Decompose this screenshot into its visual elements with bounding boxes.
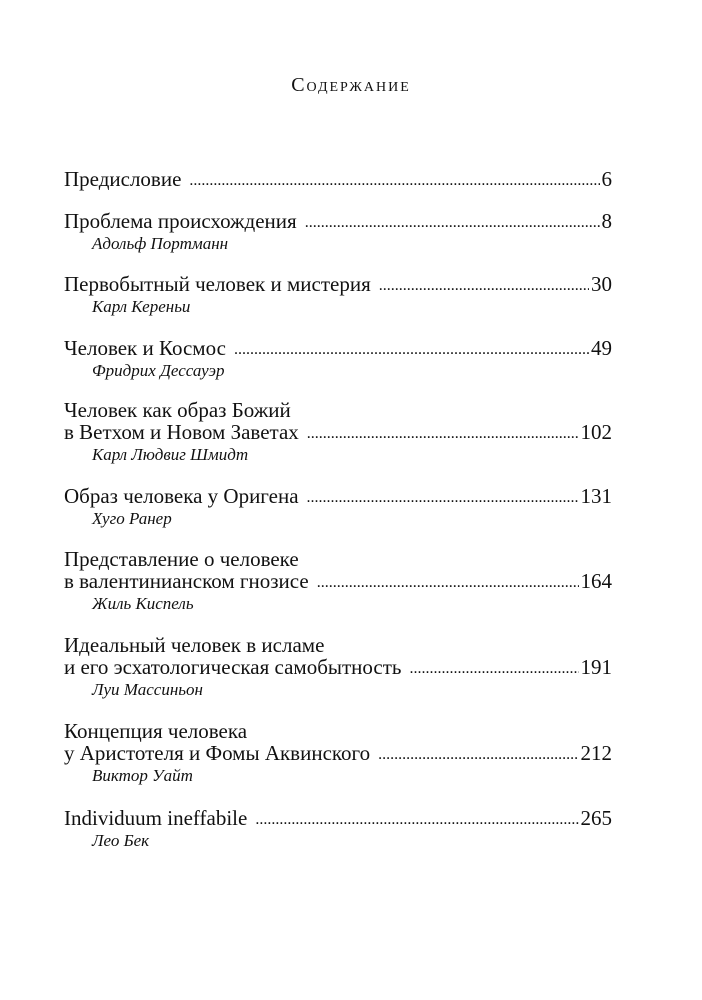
toc-entry (64, 210, 612, 254)
toc-entry-author: Карл Кереньи (92, 297, 191, 316)
toc-entry-title: Проблема происхождения (64, 209, 297, 233)
toc-entry (64, 807, 612, 851)
toc-entry-title: Человек и Космос (64, 336, 226, 360)
dot-leader (255, 809, 578, 831)
dot-leader (378, 744, 578, 766)
toc-page-number: 102 (580, 420, 612, 444)
dot-leader (379, 275, 589, 297)
toc-entry-line (64, 634, 612, 656)
toc-entry-line (64, 273, 612, 295)
toc-entry-title: Individuum ineffabile (64, 806, 248, 830)
toc-entry (64, 337, 612, 381)
page-title: Содержание (291, 74, 411, 96)
toc-entry-title: Представление о человеке (64, 547, 299, 571)
toc-entry-author: Виктор Уайт (92, 766, 193, 785)
toc-entry-author: Карл Людвиг Шмидт (92, 445, 249, 464)
toc-page-number: 8 (601, 209, 612, 233)
toc-page-number: 6 (601, 167, 612, 191)
toc-entry-title: в валентинианском гнозисе (64, 569, 309, 593)
toc-page-number: 265 (580, 806, 612, 830)
dot-leader (307, 423, 579, 445)
toc-entry-line (64, 742, 612, 764)
toc-entry-author: Жиль Киспель (92, 594, 194, 613)
toc-entry (64, 634, 612, 700)
dot-leader (305, 212, 600, 234)
toc-entry-title: в Ветхом и Новом Заветах (64, 420, 299, 444)
toc-entry-title: Первобытный человек и мистерия (64, 272, 371, 296)
toc-entry-author: Луи Массиньон (92, 680, 203, 699)
toc-entry (64, 399, 612, 465)
toc-entry-line (64, 210, 612, 232)
toc-page-number: 131 (580, 484, 612, 508)
toc-entry-line (64, 337, 612, 359)
toc-entry (64, 168, 612, 190)
toc-entry-author: Хуго Ранер (92, 509, 172, 528)
toc-entry-title: Идеальный человек в исламе (64, 633, 325, 657)
toc-entry-author: Адольф Портманн (92, 234, 229, 253)
toc-entry-line (64, 656, 612, 678)
toc-entry-line (64, 807, 612, 829)
toc-entry-line (64, 485, 612, 507)
toc-entry (64, 548, 612, 614)
toc-entry (64, 273, 612, 317)
toc-entry-title: Предисловие (64, 167, 182, 191)
dot-leader (317, 572, 579, 594)
toc-page-number: 49 (591, 336, 612, 360)
toc-entry-title: Концепция человека (64, 719, 248, 743)
toc-entry-line (64, 720, 612, 742)
toc-page-number: 191 (580, 655, 612, 679)
toc-page-number: 212 (580, 741, 612, 765)
toc-entry-line (64, 548, 612, 570)
toc-entry-line (64, 168, 612, 190)
toc-page-number: 164 (580, 569, 612, 593)
dot-leader (307, 487, 579, 509)
dot-leader (189, 170, 599, 192)
toc-entry-line (64, 570, 612, 592)
toc-entry-line (64, 421, 612, 443)
toc-entry (64, 720, 612, 786)
toc-entry-title: и его эсхатологическая самобытность (64, 655, 402, 679)
toc-entry (64, 485, 612, 529)
toc-entry-title: Человек как образ Божий (64, 398, 291, 422)
toc-page-number: 30 (591, 272, 612, 296)
toc-entry-line (64, 399, 612, 421)
dot-leader (234, 339, 589, 361)
toc-entry-title: Образ человека у Оригена (64, 484, 299, 508)
toc-entry-author: Лео Бек (92, 831, 150, 850)
toc-entry-author: Фридрих Дессауэр (92, 361, 225, 380)
dot-leader (410, 658, 579, 680)
toc-entry-title: у Аристотеля и Фомы Аквинского (64, 741, 371, 765)
